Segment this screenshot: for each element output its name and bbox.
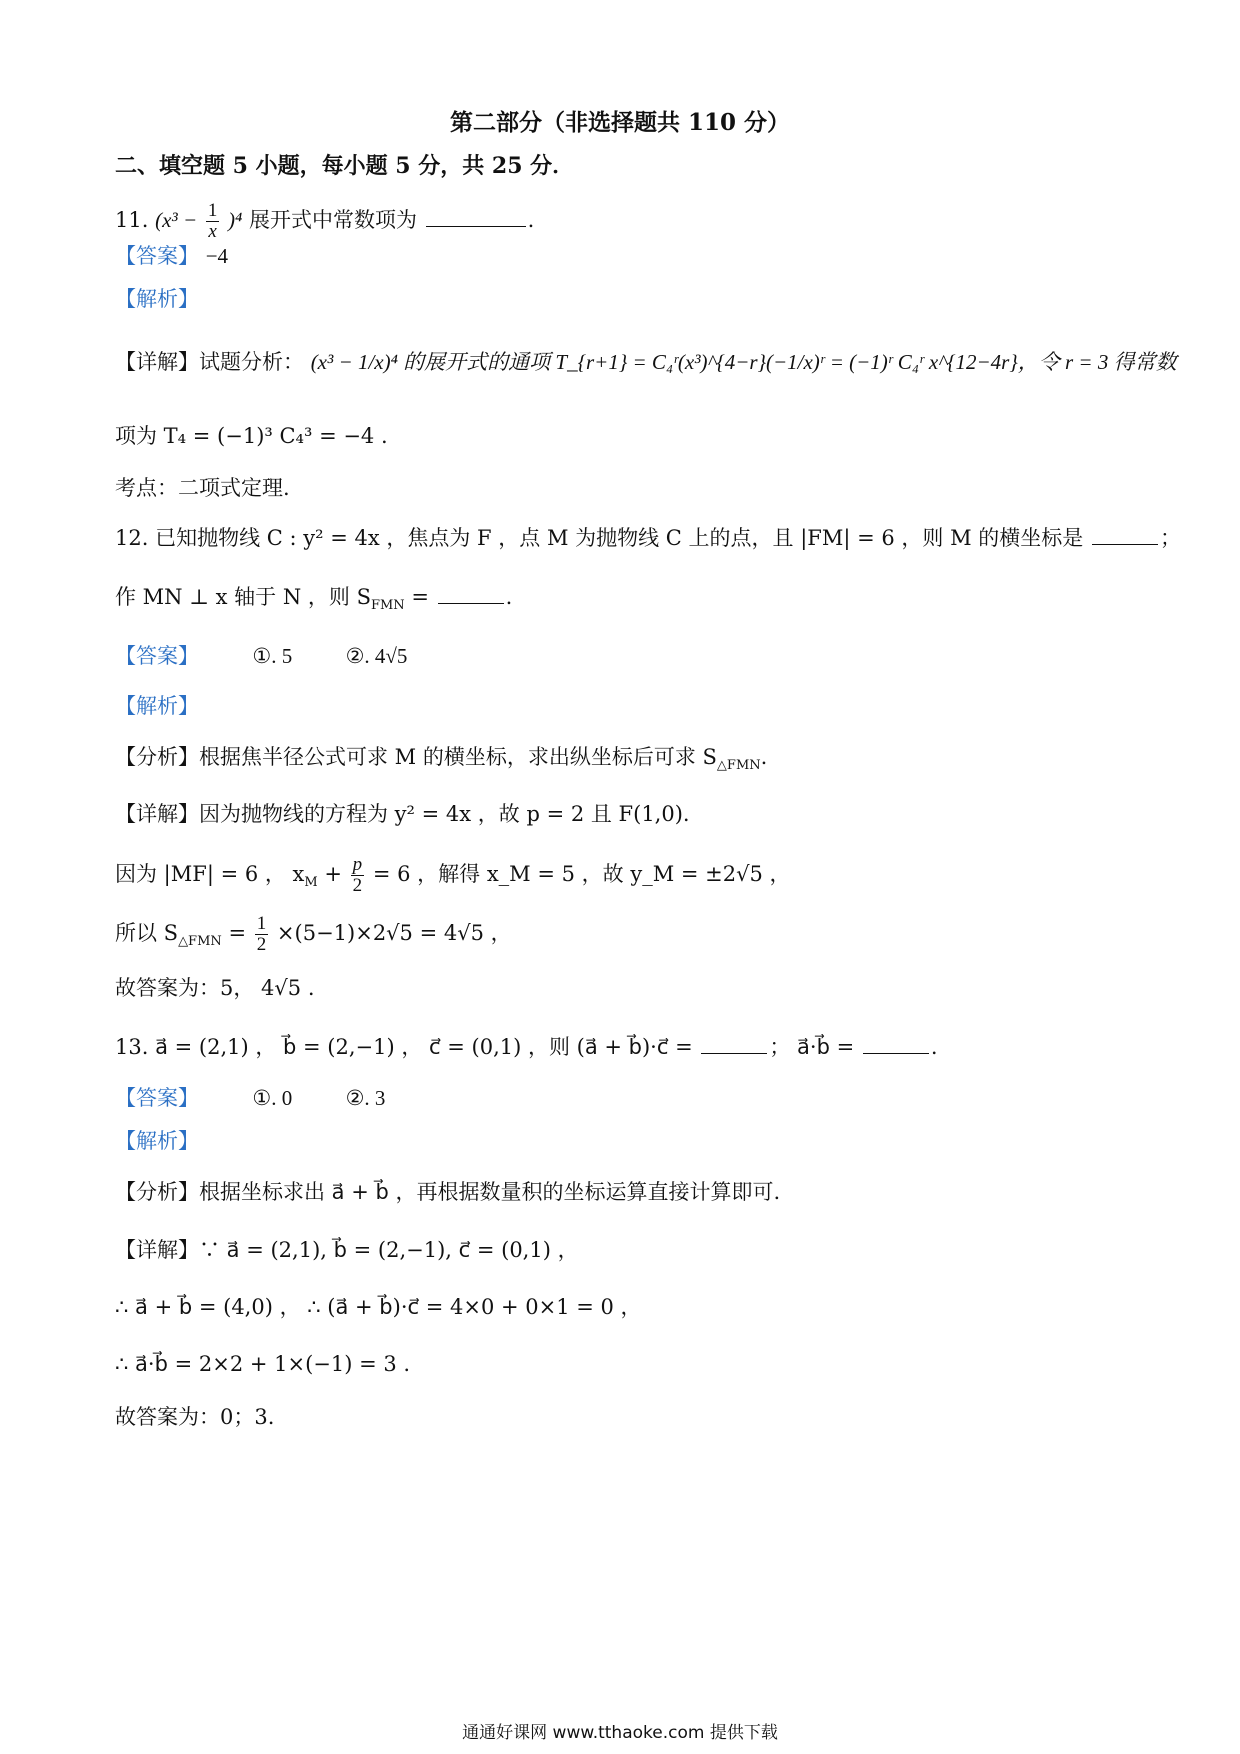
q13-blank-2 [863,1031,929,1054]
q13-detail-3: ∴ a⃗·b⃗ = 2×2 + 1×(−1) = 3 . [115,1352,411,1376]
q12-blank-2 [438,581,504,604]
q11-expr-prefix: (x³ − [155,208,198,232]
q12-analysis-label: 【解析】 [115,694,199,718]
q13-final: 故答案为：0；3. [115,1405,275,1429]
q12-fenxi: 【分析】根据焦半径公式可求 M 的横坐标，求出纵坐标后可求 $S_{\triangle FMN}$. [115,745,768,774]
q11-detail-formula: (x³ − 1/x)⁴ 的展开式的通项 T_{r+1} = C₄ʳ(x³)^{4−r}(−1/x)ʳ = (−1)ʳ C₄ʳ x^{12−4r}，令 r = 3 得常数 [310,350,1177,374]
q11-analysis-label: 【解析】 [115,287,199,311]
answer-label: 【答案】 [115,244,199,268]
page-footer: 通通好课网 www.tthaoke.com 提供下载 [462,1723,778,1743]
q11-expr-suffix: )⁴ [228,208,243,232]
q11-question: 11. (x³ − $\frac{1}{x}$ )⁴ 展开式中常数项为 . [115,200,535,242]
q13-blank-1 [701,1031,767,1054]
q13-answer-row: 【答案】 ①. 0 ②. 3 [115,1086,386,1110]
q12-blank-1 [1092,522,1158,545]
q12-answer-1: ①. 5 [252,644,293,668]
q12-final: 故答案为：5， 4√5 . [115,976,315,1000]
q12-detail-3: 所以 $S_{\triangle FMN}$ = $\frac{1}{2}$ ×(5−1)×2√5 = 4√5 ， [115,913,512,955]
q11-answer-row [115,240,228,272]
q11-answer: −4 [205,244,229,268]
q12-question-line1: 12. 已知抛物线 C : y² = 4x ，焦点为 F ，点 M 为抛物线 C 上的点，且 |FM| = 6 ，则 M 的横坐标是 ； [115,522,1181,554]
q12-answer-2: ②. 4√5 [345,644,408,668]
q13-fenxi: 【分析】根据坐标求出 a⃗ + b⃗ ，再根据数量积的坐标运算直接计算即可. [115,1180,781,1204]
q12-detail-2: 因为 |MF| = 6 ， $x_M$ + $\frac{p}{2}$ = 6 ，解得 x_M = 5 ，故 y_M = ±2√5 ， [115,854,791,896]
q11-text: 展开式中常数项为 [248,208,417,232]
q12-answer-row: 【答案】 ①. 5 ②. 4√5 [115,644,408,668]
q12-question-line2: 作 MN ⊥ x 轴于 N ，则 $S_{FMN}$ = . [115,581,512,622]
q11-note: 考点：二项式定理. [115,476,290,500]
q13-analysis-label: 【解析】 [115,1129,199,1153]
q11-answer-blank [426,204,526,227]
page-title: 第二部分（非选择题共 110 分） [449,109,791,136]
q13-answer-2: ②. 3 [345,1086,386,1110]
q13-detail-1: 【详解】∵ a⃗ = (2,1), b⃗ = (2,−1), c⃗ = (0,1) ， [115,1238,579,1262]
q11-number: 11. [115,208,149,232]
q11-detail-line2: 项为 T₄ = (−1)³ C₄³ = −4 . [115,424,388,448]
q12-detail-1: 【详解】因为抛物线的方程为 y² = 4x ，故 p = 2 且 F(1,0). [115,802,690,826]
q13-detail-2: ∴ a⃗ + b⃗ = (4,0) ， ∴ (a⃗ + b⃗)·c⃗ = 4×0 + 0×1 = 0 ， [115,1295,642,1319]
q11-detail-row: 【详解】试题分析： (x³ − 1/x)⁴ 的展开式的通项 T_{r+1} = C₄ʳ(x³)^{4−r}(−1/x)ʳ = (−1)ʳ C₄ʳ x^{12−4r}，令 r = 3 得常数 [115,350,1177,374]
section-heading: 二、填空题 5 小题，每小题 5 分，共 25 分． [115,153,575,179]
q11-fraction: $\frac{1}{x}$ [207,200,218,242]
q13-question: 13. a⃗ = (2,1) ， b⃗ = (2,−1) ， c⃗ = (0,1) ，则 (a⃗ + b⃗)·c⃗ = ； a⃗·b⃗ = . [115,1031,938,1063]
q13-answer-1: ①. 0 [252,1086,293,1110]
